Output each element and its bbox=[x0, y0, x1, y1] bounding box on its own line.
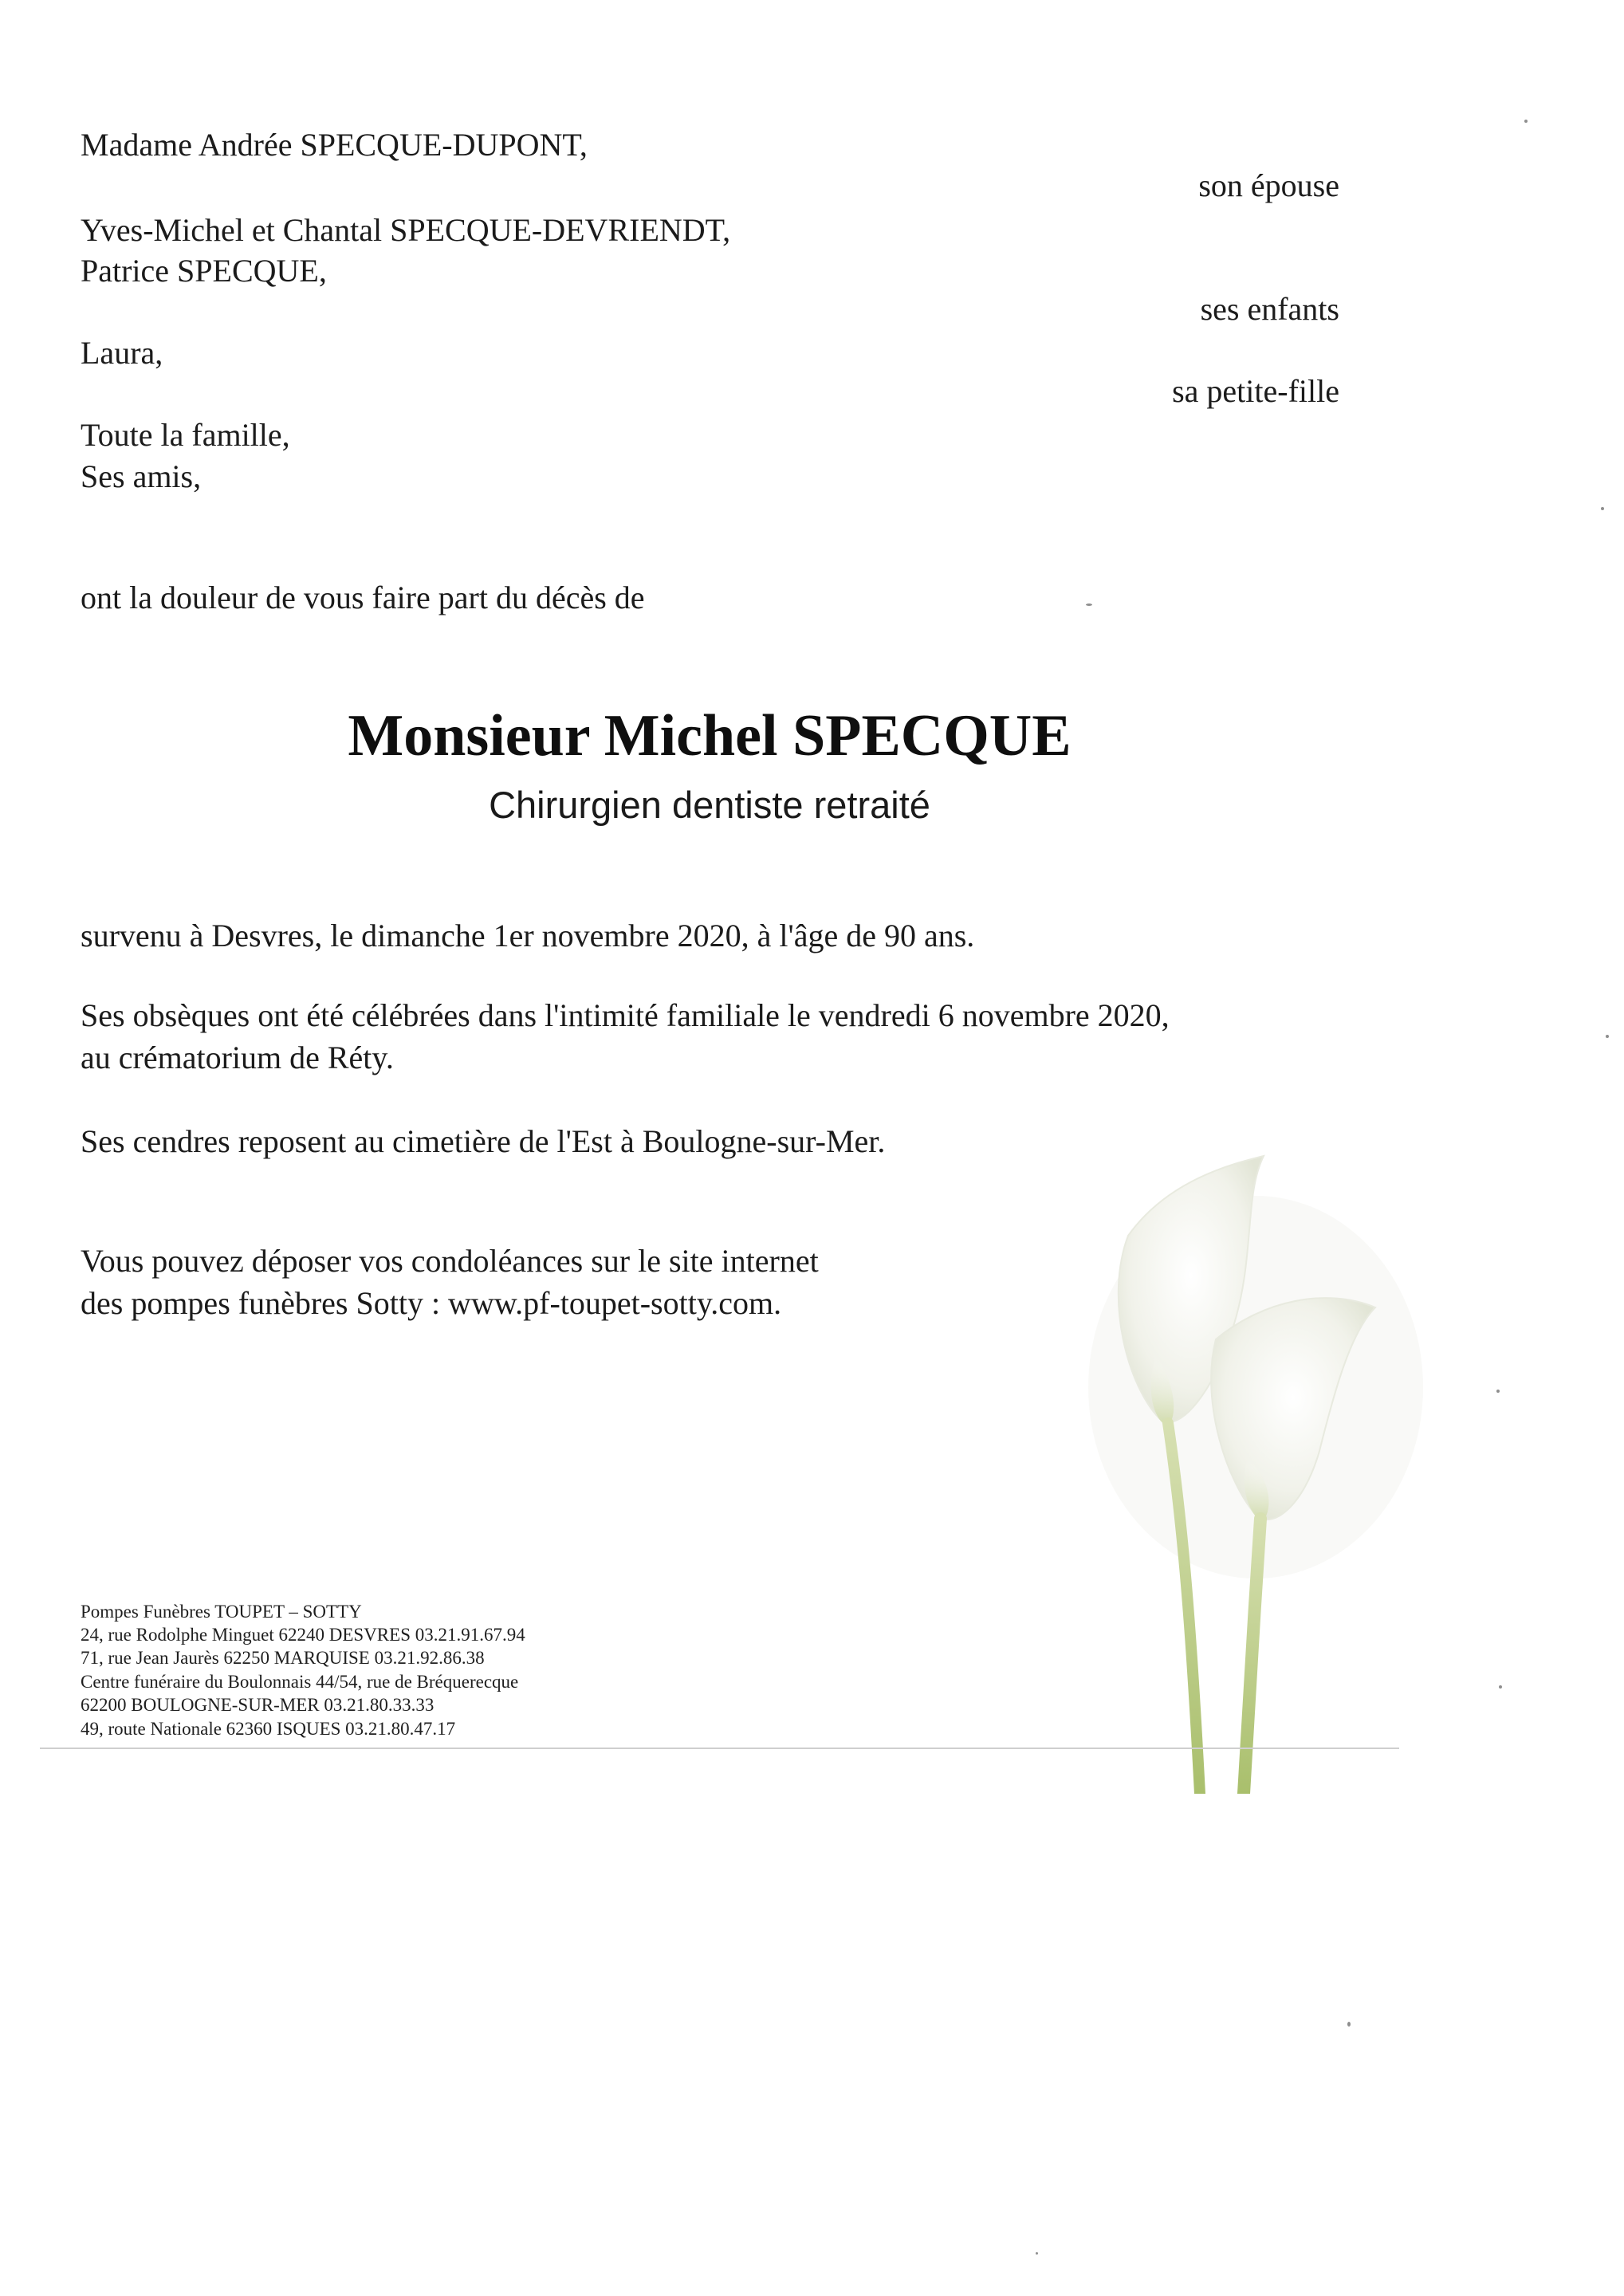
death-info: survenu à Desvres, le dimanche 1er novembre 2020, à l'âge de 90 ans. bbox=[81, 918, 975, 953]
condolences-line-2: des pompes funèbres Sotty : www.pf-toupet-sotty.com. bbox=[81, 1285, 782, 1321]
ashes-line: Ses cendres reposent au cimetière de l'Est à Boulogne-sur-Mer. bbox=[81, 1123, 886, 1159]
scan-speck bbox=[1499, 1685, 1502, 1689]
friends-line: Ses amis, bbox=[81, 458, 202, 494]
calla-lily-icon bbox=[1072, 1148, 1447, 1794]
child-name-1: Yves-Michel et Chantal SPECQUE-DEVRIENDT, bbox=[81, 212, 731, 248]
footer-address-5: 49, route Nationale 62360 ISQUES 03.21.80.47.17 bbox=[81, 1719, 456, 1739]
footer-address-1: 24, rue Rodolphe Minguet 62240 DESVRES 03.21.91.67.94 bbox=[81, 1625, 525, 1645]
scan-speck bbox=[1036, 2252, 1038, 2255]
footer-divider bbox=[40, 1748, 1399, 1749]
funeral-line-2: au crématorium de Réty. bbox=[81, 1040, 394, 1075]
scan-speck bbox=[1524, 120, 1528, 123]
scan-speck bbox=[1601, 507, 1604, 510]
wife-relation: son épouse bbox=[1198, 167, 1339, 203]
footer-address-4: 62200 BOULOGNE-SUR-MER 03.21.80.33.33 bbox=[81, 1695, 435, 1715]
granddaughter-relation: sa petite-fille bbox=[1172, 373, 1339, 409]
scan-speck bbox=[1086, 603, 1092, 606]
funeral-line-1: Ses obsèques ont été célébrées dans l'intimité familiale le vendredi 6 novembre 2020, bbox=[81, 997, 1170, 1033]
footer-address-2: 71, rue Jean Jaurès 62250 MARQUISE 03.21.92.86.38 bbox=[81, 1648, 485, 1668]
scan-speck bbox=[1496, 1390, 1500, 1393]
footer-address-3: Centre funéraire du Boulonnais 44/54, rue de Bréquerecque bbox=[81, 1672, 519, 1692]
granddaughter-name: Laura, bbox=[81, 335, 163, 371]
family-line: Toute la famille, bbox=[81, 417, 290, 453]
condolences-line-1: Vous pouvez déposer vos condoléances sur le site internet bbox=[81, 1243, 819, 1279]
child-name-2: Patrice SPECQUE, bbox=[81, 253, 327, 289]
children-relation: ses enfants bbox=[1200, 291, 1339, 327]
deceased-name: Monsieur Michel SPECQUE bbox=[348, 703, 1072, 769]
wife-name: Madame Andrée SPECQUE-DUPONT, bbox=[81, 127, 588, 163]
scan-speck bbox=[1606, 1035, 1609, 1038]
deceased-profession: Chirurgien dentiste retraité bbox=[489, 784, 930, 826]
announcement-intro: ont la douleur de vous faire part du décès de bbox=[81, 580, 645, 615]
scan-speck bbox=[1347, 2022, 1351, 2027]
footer-company: Pompes Funèbres TOUPET – SOTTY bbox=[81, 1602, 362, 1622]
